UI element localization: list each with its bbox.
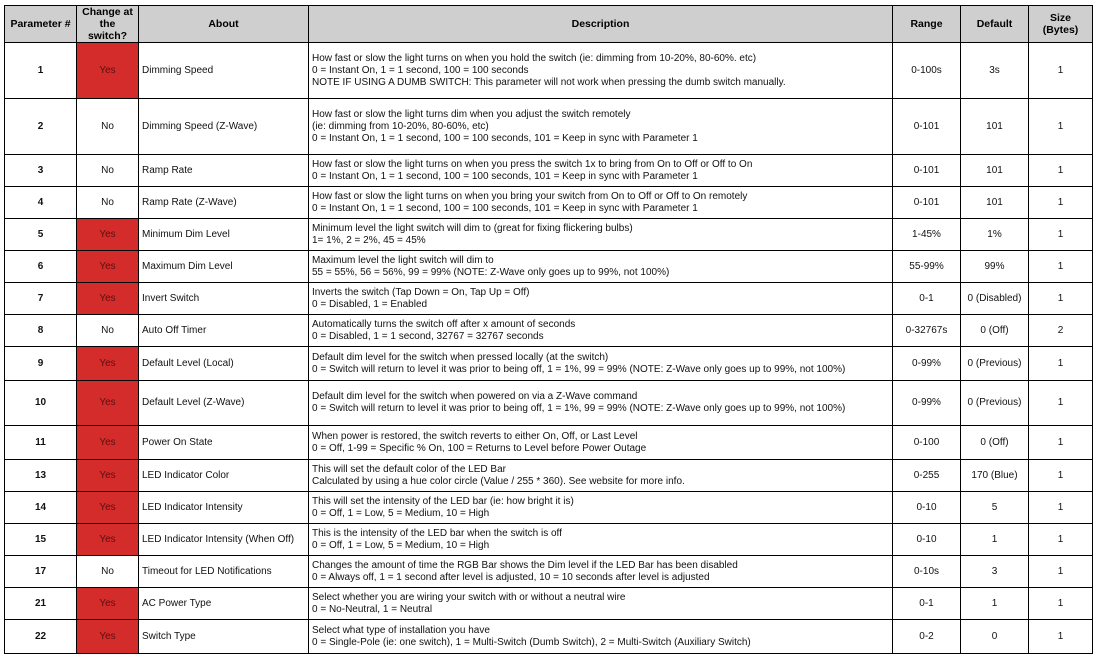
parameter-name: Ramp Rate bbox=[139, 155, 309, 187]
parameter-default: 3s bbox=[961, 43, 1029, 99]
description-line: 0 = Disabled, 1 = 1 second, 32767 = 32767 seconds bbox=[312, 330, 544, 342]
change-at-switch-badge: Yes bbox=[77, 460, 139, 492]
parameter-default: 99% bbox=[961, 251, 1029, 283]
parameter-size: 1 bbox=[1029, 219, 1093, 251]
table-row bbox=[5, 99, 1093, 155]
parameter-default: 1% bbox=[961, 219, 1029, 251]
parameter-size: 1 bbox=[1029, 155, 1093, 187]
parameter-description bbox=[309, 99, 893, 155]
parameter-table-container bbox=[4, 5, 1092, 654]
description-line: 0 = Switch will return to level it was prior to being off, 1 = 1%, 99 = 99% (NOTE: Z-Wave only goes up to 99%, not 100%) bbox=[312, 363, 846, 375]
parameter-default: 101 bbox=[961, 99, 1029, 155]
change-at-switch-badge: No bbox=[77, 556, 139, 588]
description-line: How fast or slow the light turns on when you hold the switch (ie: dimming from 10-20%, 80-60%. etc) bbox=[312, 52, 757, 64]
table-row bbox=[5, 347, 1093, 381]
table-row bbox=[5, 251, 1093, 283]
parameter-number: 21 bbox=[5, 588, 77, 620]
parameter-name: Invert Switch bbox=[139, 283, 309, 315]
parameter-name: Dimming Speed (Z-Wave) bbox=[139, 99, 309, 155]
parameter-size: 1 bbox=[1029, 620, 1093, 654]
description-line: 0 = Single-Pole (ie: one switch), 1 = Multi-Switch (Dumb Switch), 2 = Multi-Switch (Auxiliary Switch) bbox=[312, 636, 751, 648]
parameter-name: Auto Off Timer bbox=[139, 315, 309, 347]
parameter-description bbox=[309, 155, 893, 187]
table-row bbox=[5, 283, 1093, 315]
table-row bbox=[5, 426, 1093, 460]
parameter-default: 101 bbox=[961, 155, 1029, 187]
parameter-size: 1 bbox=[1029, 492, 1093, 524]
description-line: 0 = Instant On, 1 = 1 second, 100 = 100 seconds, 101 = Keep in sync with Parameter 1 bbox=[312, 202, 698, 214]
change-at-switch-badge: Yes bbox=[77, 381, 139, 426]
header-description: Description bbox=[309, 6, 893, 43]
description-line: This will set the default color of the LED Bar bbox=[312, 463, 506, 475]
description-line: 0 = Instant On, 1 = 1 second, 100 = 100 seconds, 101 = Keep in sync with Parameter 1 bbox=[312, 132, 698, 144]
header-range: Range bbox=[893, 6, 961, 43]
parameter-description bbox=[309, 43, 893, 99]
parameter-number: 4 bbox=[5, 187, 77, 219]
parameter-name: Switch Type bbox=[139, 620, 309, 654]
parameter-description bbox=[309, 588, 893, 620]
header-change: Change at the switch? bbox=[77, 6, 139, 43]
parameter-default: 3 bbox=[961, 556, 1029, 588]
parameter-name: LED Indicator Intensity (When Off) bbox=[139, 524, 309, 556]
parameter-range: 0-1 bbox=[893, 588, 961, 620]
table-row bbox=[5, 620, 1093, 654]
description-line: Default dim level for the switch when powered on via a Z-Wave command bbox=[312, 391, 638, 402]
parameter-number: 14 bbox=[5, 492, 77, 524]
parameter-size: 1 bbox=[1029, 251, 1093, 283]
change-at-switch-badge: Yes bbox=[77, 219, 139, 251]
parameter-range: 0-99% bbox=[893, 347, 961, 381]
description-line: 0 = Disabled, 1 = Enabled bbox=[312, 298, 428, 310]
description-line: Calculated by using a hue color circle (Value / 255 * 360). See website for more info. bbox=[312, 475, 685, 487]
parameter-size: 1 bbox=[1029, 588, 1093, 620]
parameter-range: 0-10 bbox=[893, 524, 961, 556]
header-row bbox=[5, 6, 1093, 43]
parameter-range: 1-45% bbox=[893, 219, 961, 251]
description-line: NOTE IF USING A DUMB SWITCH: This parameter will not work when pressing the dumb switch manually. bbox=[312, 76, 786, 88]
parameter-number: 17 bbox=[5, 556, 77, 588]
table-row bbox=[5, 155, 1093, 187]
parameter-default: 1 bbox=[961, 588, 1029, 620]
parameter-description bbox=[309, 460, 893, 492]
parameter-description bbox=[309, 251, 893, 283]
description-line: (ie: dimming from 10-20%, 80-60%, etc) bbox=[312, 120, 489, 132]
table-row bbox=[5, 43, 1093, 99]
change-at-switch-badge: Yes bbox=[77, 43, 139, 99]
parameter-range: 0-10s bbox=[893, 556, 961, 588]
table-row bbox=[5, 315, 1093, 347]
parameter-default: 0 (Off) bbox=[961, 315, 1029, 347]
description-line: Select what type of installation you have bbox=[312, 624, 490, 636]
change-at-switch-badge: No bbox=[77, 187, 139, 219]
parameter-size: 1 bbox=[1029, 381, 1093, 426]
parameter-name: AC Power Type bbox=[139, 588, 309, 620]
parameter-size: 1 bbox=[1029, 283, 1093, 315]
parameter-range: 0-10 bbox=[893, 492, 961, 524]
parameter-description bbox=[309, 556, 893, 588]
parameter-default: 0 bbox=[961, 620, 1029, 654]
parameter-number: 15 bbox=[5, 524, 77, 556]
description-line: This is the intensity of the LED bar when the switch is off bbox=[312, 527, 562, 539]
table-row bbox=[5, 492, 1093, 524]
description-line: Minimum level the light switch will dim to (great for fixing flickering bulbs) bbox=[312, 222, 633, 234]
table-row bbox=[5, 219, 1093, 251]
parameter-description bbox=[309, 426, 893, 460]
parameter-range: 0-101 bbox=[893, 155, 961, 187]
parameter-description bbox=[309, 187, 893, 219]
description-line: How fast or slow the light turns dim when you adjust the switch remotely bbox=[312, 108, 631, 120]
description-line: 0 = Off, 1 = Low, 5 = Medium, 10 = High bbox=[312, 507, 490, 519]
description-line: Maximum level the light switch will dim to bbox=[312, 254, 494, 266]
parameter-name: Dimming Speed bbox=[139, 43, 309, 99]
parameter-description bbox=[309, 620, 893, 654]
description-line: 0 = Always off, 1 = 1 second after level is adjusted, 10 = 10 seconds after level is adjusted bbox=[312, 571, 710, 583]
parameter-name: Default Level (Local) bbox=[139, 347, 309, 381]
table-body bbox=[5, 43, 1093, 654]
change-at-switch-badge: Yes bbox=[77, 283, 139, 315]
description-line: When power is restored, the switch reverts to either On, Off, or Last Level bbox=[312, 430, 638, 442]
description-line: How fast or slow the light turns on when you press the switch 1x to bring from On to Off or Off to On bbox=[312, 158, 753, 170]
parameter-default: 101 bbox=[961, 187, 1029, 219]
parameter-size: 1 bbox=[1029, 43, 1093, 99]
description-line: 0 = Off, 1-99 = Specific % On, 100 = Returns to Level before Power Outage bbox=[312, 442, 647, 454]
parameter-number: 11 bbox=[5, 426, 77, 460]
parameter-name: Maximum Dim Level bbox=[139, 251, 309, 283]
parameter-range: 0-100s bbox=[893, 43, 961, 99]
parameter-name: LED Indicator Color bbox=[139, 460, 309, 492]
parameter-number: 13 bbox=[5, 460, 77, 492]
change-at-switch-badge: Yes bbox=[77, 492, 139, 524]
description-line: Changes the amount of time the RGB Bar shows the Dim level if the LED Bar has been disabled bbox=[312, 559, 738, 571]
parameter-range: 0-100 bbox=[893, 426, 961, 460]
description-line: Default dim level for the switch when pressed locally (at the switch) bbox=[312, 351, 609, 363]
parameter-size: 2 bbox=[1029, 315, 1093, 347]
description-line: This will set the intensity of the LED bar (ie: how bright it is) bbox=[312, 495, 574, 507]
description-line: 0 = Instant On, 1 = 1 second, 100 = 100 seconds bbox=[312, 64, 529, 76]
parameter-range: 0-101 bbox=[893, 99, 961, 155]
change-at-switch-badge: Yes bbox=[77, 524, 139, 556]
header-default: Default bbox=[961, 6, 1029, 43]
change-at-switch-badge: Yes bbox=[77, 347, 139, 381]
parameter-range: 55-99% bbox=[893, 251, 961, 283]
parameter-size: 1 bbox=[1029, 99, 1093, 155]
parameter-name: Default Level (Z-Wave) bbox=[139, 381, 309, 426]
parameter-default: 1 bbox=[961, 524, 1029, 556]
parameter-description bbox=[309, 283, 893, 315]
parameter-size: 1 bbox=[1029, 187, 1093, 219]
change-at-switch-badge: No bbox=[77, 99, 139, 155]
description-line: Select whether you are wiring your switch with or without a neutral wire bbox=[312, 591, 626, 603]
parameter-range: 0-32767s bbox=[893, 315, 961, 347]
table-row bbox=[5, 524, 1093, 556]
parameter-name: LED Indicator Intensity bbox=[139, 492, 309, 524]
header-parameter: Parameter # bbox=[5, 6, 77, 43]
parameter-number: 7 bbox=[5, 283, 77, 315]
parameter-name: Timeout for LED Notifications bbox=[139, 556, 309, 588]
description-line: 0 = Instant On, 1 = 1 second, 100 = 100 seconds, 101 = Keep in sync with Parameter 1 bbox=[312, 170, 698, 182]
parameter-size: 1 bbox=[1029, 524, 1093, 556]
parameter-description bbox=[309, 219, 893, 251]
change-at-switch-badge: Yes bbox=[77, 426, 139, 460]
parameter-default: 5 bbox=[961, 492, 1029, 524]
parameter-range: 0-255 bbox=[893, 460, 961, 492]
parameter-size: 1 bbox=[1029, 460, 1093, 492]
parameter-table bbox=[4, 5, 1093, 654]
parameter-default: 0 (Off) bbox=[961, 426, 1029, 460]
parameter-range: 0-2 bbox=[893, 620, 961, 654]
table-row bbox=[5, 187, 1093, 219]
change-at-switch-badge: No bbox=[77, 315, 139, 347]
parameter-range: 0-1 bbox=[893, 283, 961, 315]
parameter-number: 1 bbox=[5, 43, 77, 99]
change-at-switch-badge: No bbox=[77, 155, 139, 187]
parameter-range: 0-101 bbox=[893, 187, 961, 219]
parameter-number: 5 bbox=[5, 219, 77, 251]
parameter-default: 170 (Blue) bbox=[961, 460, 1029, 492]
description-line: Inverts the switch (Tap Down = On, Tap Up = Off) bbox=[312, 286, 530, 298]
table-row bbox=[5, 588, 1093, 620]
parameter-default: 0 (Previous) bbox=[961, 347, 1029, 381]
table-row bbox=[5, 460, 1093, 492]
parameter-size: 1 bbox=[1029, 556, 1093, 588]
parameter-name: Minimum Dim Level bbox=[139, 219, 309, 251]
parameter-number: 8 bbox=[5, 315, 77, 347]
parameter-description bbox=[309, 347, 893, 381]
parameter-range: 0-99% bbox=[893, 381, 961, 426]
parameter-description bbox=[309, 524, 893, 556]
parameter-number: 2 bbox=[5, 99, 77, 155]
description-line: 0 = Off, 1 = Low, 5 = Medium, 10 = High bbox=[312, 539, 490, 551]
parameter-name: Ramp Rate (Z-Wave) bbox=[139, 187, 309, 219]
parameter-description bbox=[309, 381, 893, 426]
header-size: Size (Bytes) bbox=[1029, 6, 1093, 43]
parameter-number: 9 bbox=[5, 347, 77, 381]
parameter-number: 10 bbox=[5, 381, 77, 426]
parameter-size: 1 bbox=[1029, 426, 1093, 460]
parameter-size: 1 bbox=[1029, 347, 1093, 381]
parameter-number: 22 bbox=[5, 620, 77, 654]
description-line: 0 = Switch will return to level it was prior to being off, 1 = 1%, 99 = 99% (NOTE: Z-Wave only goes up to 99%, not 100%) bbox=[312, 403, 846, 414]
parameter-default: 0 (Disabled) bbox=[961, 283, 1029, 315]
parameter-number: 3 bbox=[5, 155, 77, 187]
description-line: Automatically turns the switch off after x amount of seconds bbox=[312, 318, 576, 330]
change-at-switch-badge: Yes bbox=[77, 251, 139, 283]
header-about: About bbox=[139, 6, 309, 43]
description-line: How fast or slow the light turns on when you bring your switch from On to Off or Off to On remotely bbox=[312, 190, 748, 202]
parameter-description bbox=[309, 492, 893, 524]
parameter-number: 6 bbox=[5, 251, 77, 283]
description-line: 0 = No-Neutral, 1 = Neutral bbox=[312, 603, 433, 615]
description-line: 1= 1%, 2 = 2%, 45 = 45% bbox=[312, 234, 426, 246]
parameter-description bbox=[309, 315, 893, 347]
change-at-switch-badge: Yes bbox=[77, 620, 139, 654]
parameter-name: Power On State bbox=[139, 426, 309, 460]
change-at-switch-badge: Yes bbox=[77, 588, 139, 620]
parameter-default: 0 (Previous) bbox=[961, 381, 1029, 426]
table-row bbox=[5, 556, 1093, 588]
table-row bbox=[5, 381, 1093, 426]
description-line: 55 = 55%, 56 = 56%, 99 = 99% (NOTE: Z-Wave only goes up to 99%, not 100%) bbox=[312, 266, 670, 278]
